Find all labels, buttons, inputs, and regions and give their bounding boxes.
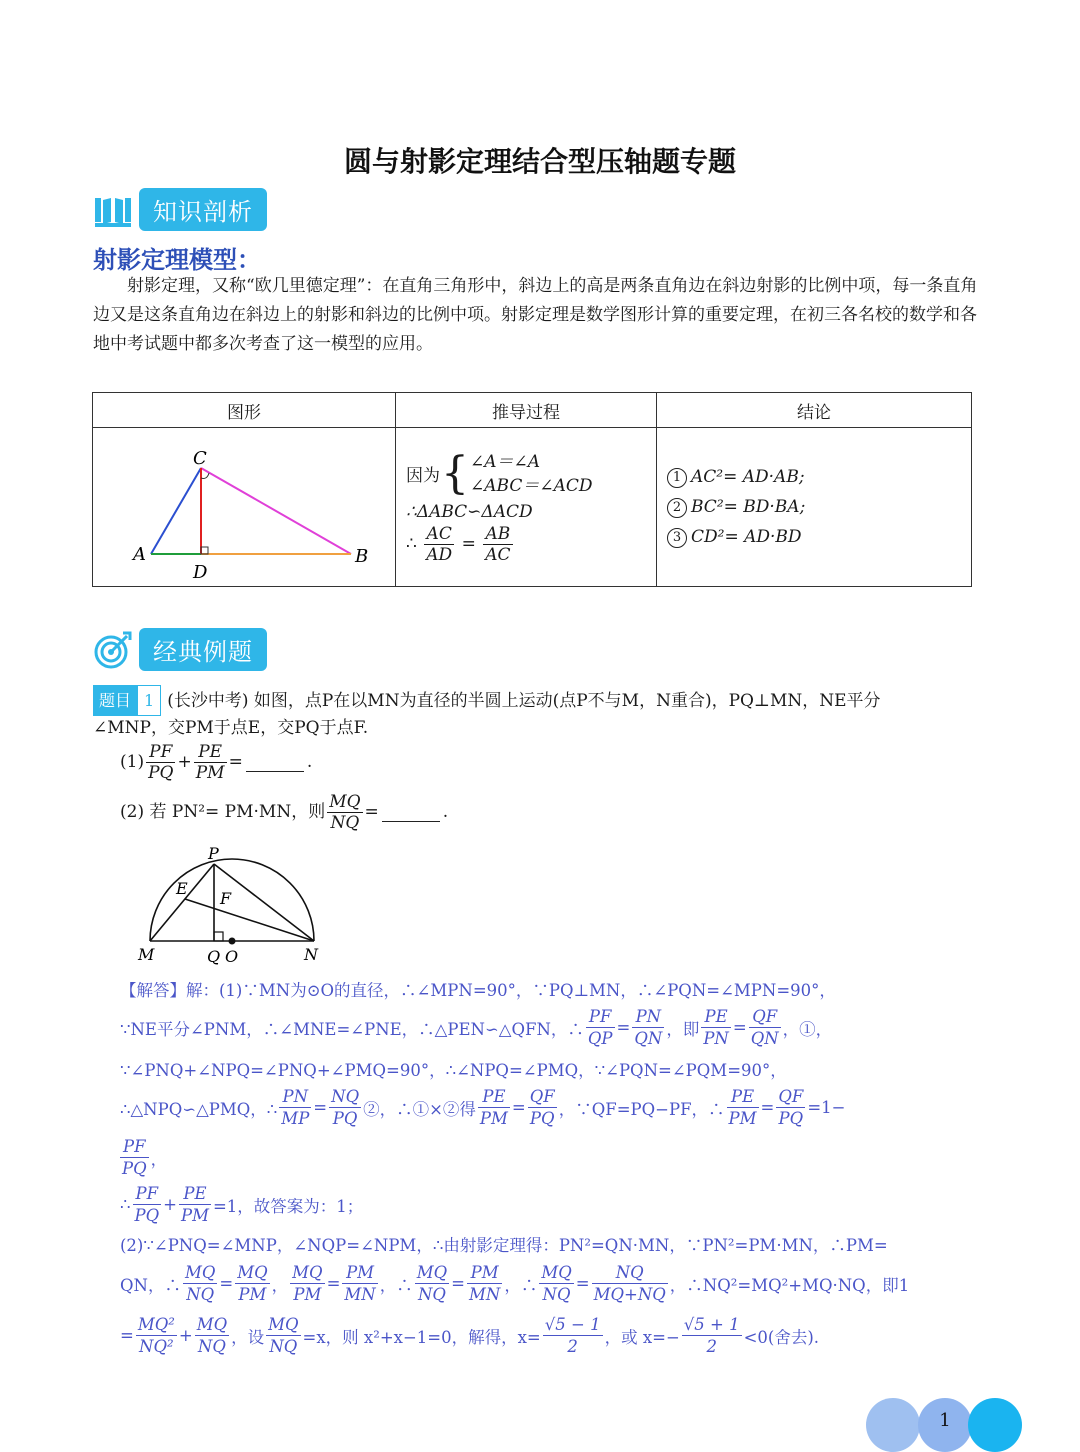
right-triangle-figure [93, 428, 393, 586]
answer-line: 【解答】解：(1)∵MN为⊙O的直径，∴∠MPN=90°，∵PQ⊥MN，∴∠PQN=∠MPN=90°， [120, 981, 836, 1000]
problem-part-1 [120, 742, 1020, 783]
problem-text: (长沙中考) 如图，点P在以MN为直径的半圆上运动(点P不与M，N重合)，PQ⊥MN，NE平分 [167, 691, 881, 711]
label-e: E [176, 879, 188, 898]
conclusion-item: 2 BC²= BD·BA; [667, 492, 971, 522]
fraction: $\frac{AC}{AD}$ [426, 523, 453, 565]
answer-line: (2)∵∠PNQ=∠MNP，∠NQP=∠NPM，∴由射影定理得：PN²=QN·MN，∵PN²=PM·MN，∴PM= [120, 1236, 888, 1255]
label-o: O [225, 947, 239, 966]
answer-blank [246, 753, 304, 772]
equals-sign: = [364, 802, 379, 822]
decor-circle [866, 1398, 920, 1452]
part-label: (1) [120, 752, 145, 772]
answer-line: = $\frac{\text{MQ²}}{\text{NQ²}}$ + $\frac{MQ}{NQ}$ ，设 $\frac{MQ}{NQ}$ =x，则 x²+x−1=0，解得，x= $\frac{√5 - 1}{2}$ ，或 x=− $\frac{√5 + 1}{2}$ <0(舍去). [120, 1315, 820, 1356]
answer-blank [382, 803, 440, 822]
problem-text: ∠MNP，交PM于点E，交PQ于点F. [93, 718, 369, 738]
section-header-knowledge [93, 188, 267, 231]
answer-line: $\frac{PF}{PQ}$ ， [122, 1137, 168, 1178]
table-header: 推导过程 [396, 393, 657, 428]
label-d: D [193, 562, 208, 583]
derivation-line: ∠ABC＝∠ACD [470, 475, 593, 496]
derivation-line: ∴ΔABC∽ΔACD [406, 501, 533, 522]
subheading: 射影定理模型： [93, 246, 261, 274]
label-f: F [220, 889, 232, 908]
derivation-cell: 因为 { ∠A＝∠A ∠ABC＝∠ACD ∴ΔABC∽ΔACD ∴ $\frac{AC}{AD}$ = $\frac{AB}{AC}$ [396, 428, 657, 587]
conclusion-item: 1 AC²= AD·AB; [667, 462, 971, 492]
problem-part-2 [120, 792, 1020, 833]
semicircle-figure [130, 842, 330, 970]
answer-line: ∴△NPQ∽△PMQ，∴ $\frac{PN}{MP}$ = $\frac{NQ}{PQ}$ ②，∴①×②得 $\frac{PE}{PM}$ = $\frac{QF}{PQ}$ ，∵QF=PQ−PF，∴ $\frac{PE}{PM}$ = $\frac{QF}{PQ}$ =1− [120, 1087, 846, 1128]
period: . [306, 752, 313, 772]
answer-line: QN，∴ $\frac{MQ}{NQ}$ = $\frac{MQ}{PM}$ ， $\frac{MQ}{PM}$ = $\frac{PM}{MN}$ ，∴ $\frac{MQ}{NQ}$ = $\frac{PM}{MN}$ ，∴ $\frac{MQ}{NQ}$ = $\frac{NQ}{MQ+NQ}$ ，∴NQ²=MQ²+MQ·NQ，即1 [120, 1263, 910, 1304]
page-number: 1 [939, 1410, 951, 1431]
label-q: Q [207, 947, 221, 966]
table-header: 图形 [93, 393, 396, 428]
section-label: 知识剖析 [139, 188, 267, 231]
section-header-examples [93, 628, 267, 671]
conclusion-cell [657, 428, 972, 587]
plus-sign: + [177, 752, 192, 772]
label-a: A [133, 544, 146, 565]
figure-cell [93, 428, 396, 587]
table-header: 结论 [657, 393, 972, 428]
fraction: $\frac{MQ}{NQ}$ [329, 792, 361, 833]
derivation-line: ∠A＝∠A [470, 451, 541, 472]
page-title: 圆与射影定理结合型压轴题专题 [343, 145, 736, 178]
problem-badge: 题目 [93, 685, 137, 716]
book-icon [93, 190, 133, 230]
target-icon [93, 630, 133, 670]
therefore-symbol: ∴ [406, 533, 417, 554]
label-n: N [304, 945, 318, 964]
part-text: (2) 若 PN²= PM·MN，则 [120, 802, 326, 822]
problem-statement [93, 685, 993, 716]
answer-line: ∵NE平分∠PNM，∴∠MNE=∠PNE，∴△PEN∽△QFN，∴ $\frac{PF}{QP}$ = $\frac{PN}{QN}$ ，即 $\frac{PE}{PN}$ = $\frac{QF}{QN}$ ，①， [120, 1007, 833, 1048]
problem-number: 1 [137, 685, 161, 716]
label-c: C [193, 448, 207, 469]
conclusion-item: 3 CD²= AD·BD [667, 522, 971, 552]
section-label: 经典例题 [139, 628, 267, 671]
fraction: $\frac{PF}{PQ}$ [148, 742, 174, 783]
answer-line: ∴ $\frac{PF}{PQ}$ + $\frac{PE}{PM}$ =1，故答案为：1； [120, 1184, 364, 1225]
because-label: 因为 [406, 466, 440, 486]
fraction: $\frac{AB}{AC}$ [485, 523, 511, 565]
label-p: P [208, 844, 219, 863]
label-m: M [138, 945, 155, 964]
answer-line: ∵∠PNQ+∠NPQ=∠PNQ+∠PMQ=90°，∴∠NPQ=∠PMQ，∵∠PQN=∠PQM=90°， [120, 1061, 787, 1080]
period: . [442, 802, 449, 822]
fraction: $\frac{PE}{PM}$ [195, 742, 225, 783]
theorem-table [92, 392, 972, 587]
equals-sign: = [228, 752, 243, 772]
intro-paragraph: 射影定理，又称“欧几里德定理”：在直角三角形中，斜边上的高是两条直角边在斜边射影的比例中项，每一条直角边又是这条直角边在斜边上的射影和斜边的比例中项。射影定理是数学图形计算的重要定理，在初三各名校的数学和各地中考试题中都多次考查了这一模型的应用。 [93, 276, 978, 354]
equals-sign: = [461, 533, 476, 554]
label-b: B [355, 546, 369, 567]
decor-circle [968, 1398, 1022, 1452]
